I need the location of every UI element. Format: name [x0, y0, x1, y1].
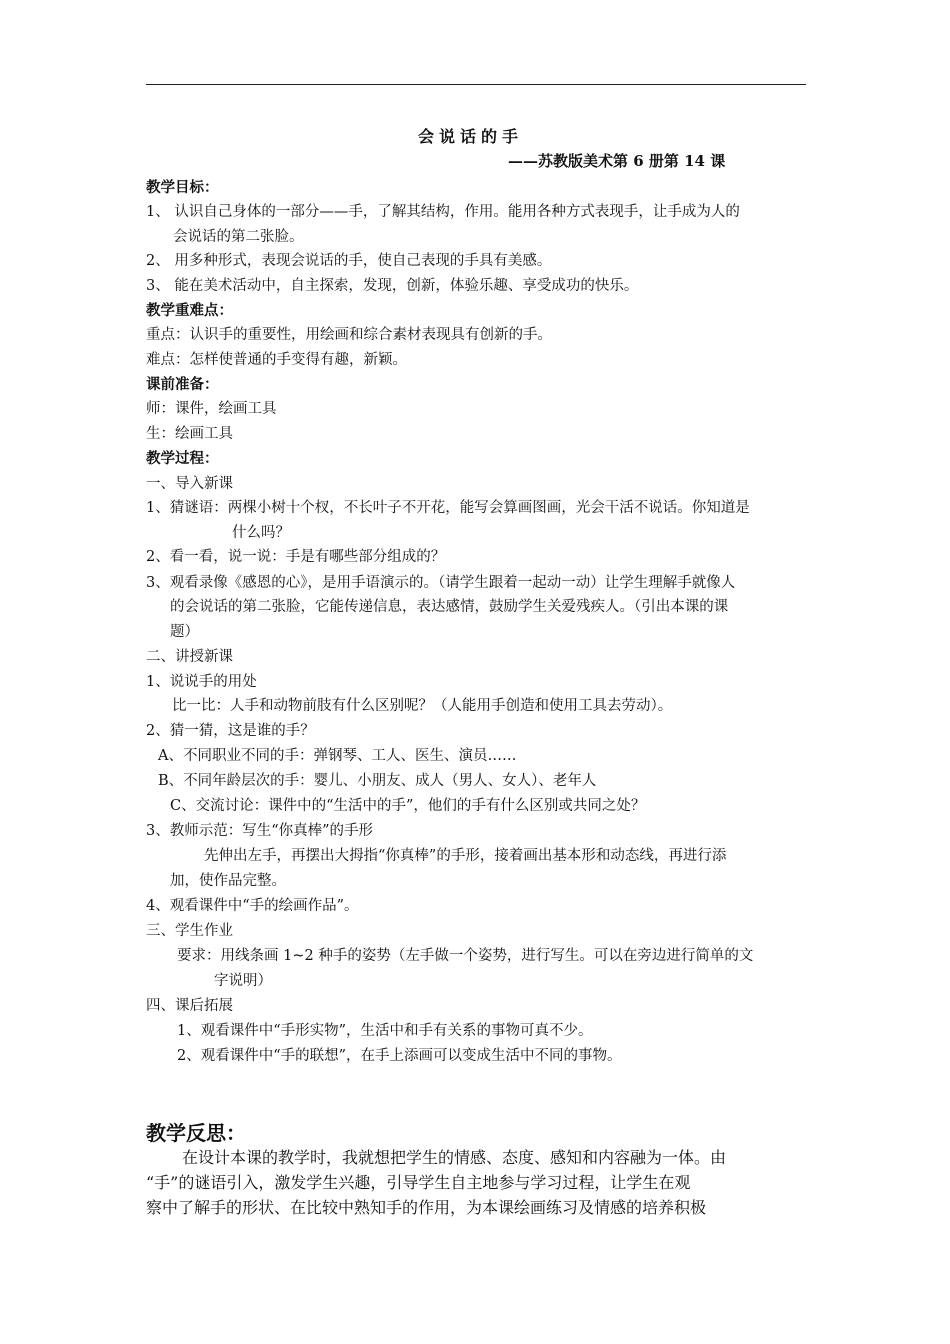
reflection-paragraph: “手”的谜语引入，激发学生兴趣，引导学生自主地参与学习过程，让学生在观 [146, 1173, 691, 1192]
process-heading: 教学过程： [146, 450, 219, 467]
objective-item: 2、 用多种形式，表现会说话的手，使自己表现的手具有美感。 [146, 253, 552, 269]
list-item: 2、看一看，说一说：手是有哪些部分组成的？ [146, 549, 446, 565]
section-title: 三、学生作业 [146, 923, 233, 939]
list-item-cont: 的会说话的第二张脸，它能传递信息，表达感情，鼓励学生关爱残疾人。（引出本课的课 [170, 599, 729, 615]
list-item: 4、观看课件中“手的绘画作品”。 [146, 898, 359, 914]
assignment-requirement: 要求：用线条画 1~2 种手的姿势（左手做一个姿势，进行写生。可以在旁边进行简单的文 [177, 948, 754, 964]
keypoints-heading: 教学重难点： [146, 302, 233, 319]
reflection-paragraph: 察中了解手的形状、在比较中熟知手的作用，为本课绘画练习及情感的培养积极 [146, 1198, 707, 1217]
preparation-student: 生：绘画工具 [146, 426, 233, 442]
list-item-cont: 加，使作品完整。 [170, 873, 286, 889]
objective-item-cont: 会说话的第二张脸。 [173, 229, 304, 245]
list-subitem: C、交流讨论：课件中的“生活中的手”，他们的手有什么区别或共同之处？ [170, 798, 646, 814]
list-item-cont: 什么吗？ [232, 525, 290, 541]
preparation-heading: 课前准备： [146, 376, 219, 393]
list-item: 1、猜谜语：两棵小树十个杈，不长叶子不开花，能写会算画图画，光会干活不说话。你知道是 [146, 500, 750, 516]
list-item-detail: 先伸出左手，再摆出大拇指“你真棒”的手形，接着画出基本形和动态线，再进行添 [204, 848, 727, 864]
list-subitem: A、不同职业不同的手：弹钢琴、工人、医生、演员…… [158, 748, 517, 764]
keypoint-difficulty: 难点：怎样使普通的手变得有趣，新颖。 [146, 352, 407, 368]
list-item: 2、观看课件中“手的联想”，在手上添画可以变成生活中不同的事物。 [177, 1048, 622, 1064]
list-item: 2、猜一猜，这是谁的手？ [146, 723, 315, 739]
reflection-paragraph: 在设计本课的教学时，我就想把学生的情感、态度、感知和内容融为一体。由 [182, 1148, 727, 1167]
list-item-cont: 题） [170, 624, 199, 640]
objective-item: 1、 认识自己身体的一部分——手，了解其结构，作用。能用各种方式表现手，让手成为人的 [146, 204, 740, 220]
list-item: 1、说说手的用处 [146, 674, 257, 690]
assignment-requirement-cont: 字说明） [214, 973, 272, 989]
list-item-detail: 比一比：人手和动物前肢有什么区别呢？（人能用手创造和使用工具去劳动）。 [172, 698, 673, 714]
header-rule [146, 84, 806, 85]
document-subtitle: ——苏教版美术第 6 册第 14 课 [508, 152, 726, 170]
document-title: 会说话的手 [418, 127, 524, 146]
list-item: 3、观看录像《感恩的心》，是用手语演示的。（请学生跟着一起动一动）让学生理解手就像人 [146, 575, 736, 591]
preparation-teacher: 师：课件，绘画工具 [146, 401, 277, 417]
reflection-heading: 教学反思： [146, 1121, 246, 1145]
objectives-heading: 教学目标： [146, 179, 219, 196]
section-title: 四、课后拓展 [146, 998, 233, 1014]
keypoint-focus: 重点：认识手的重要性，用绘画和综合素材表现具有创新的手。 [146, 327, 552, 343]
list-item: 1、观看课件中“手形实物”，生活中和手有关系的事物可真不少。 [177, 1023, 593, 1039]
list-subitem: B、不同年龄层次的手：婴儿、小朋友、成人（男人、女人）、老年人 [158, 773, 597, 789]
section-title: 二、讲授新课 [146, 649, 233, 665]
section-title: 一、导入新课 [146, 476, 233, 492]
list-item: 3、教师示范：写生“你真棒”的手形 [146, 823, 374, 839]
objective-item: 3、 能在美术活动中，自主探索，发现，创新，体验乐趣、享受成功的快乐。 [146, 278, 639, 294]
